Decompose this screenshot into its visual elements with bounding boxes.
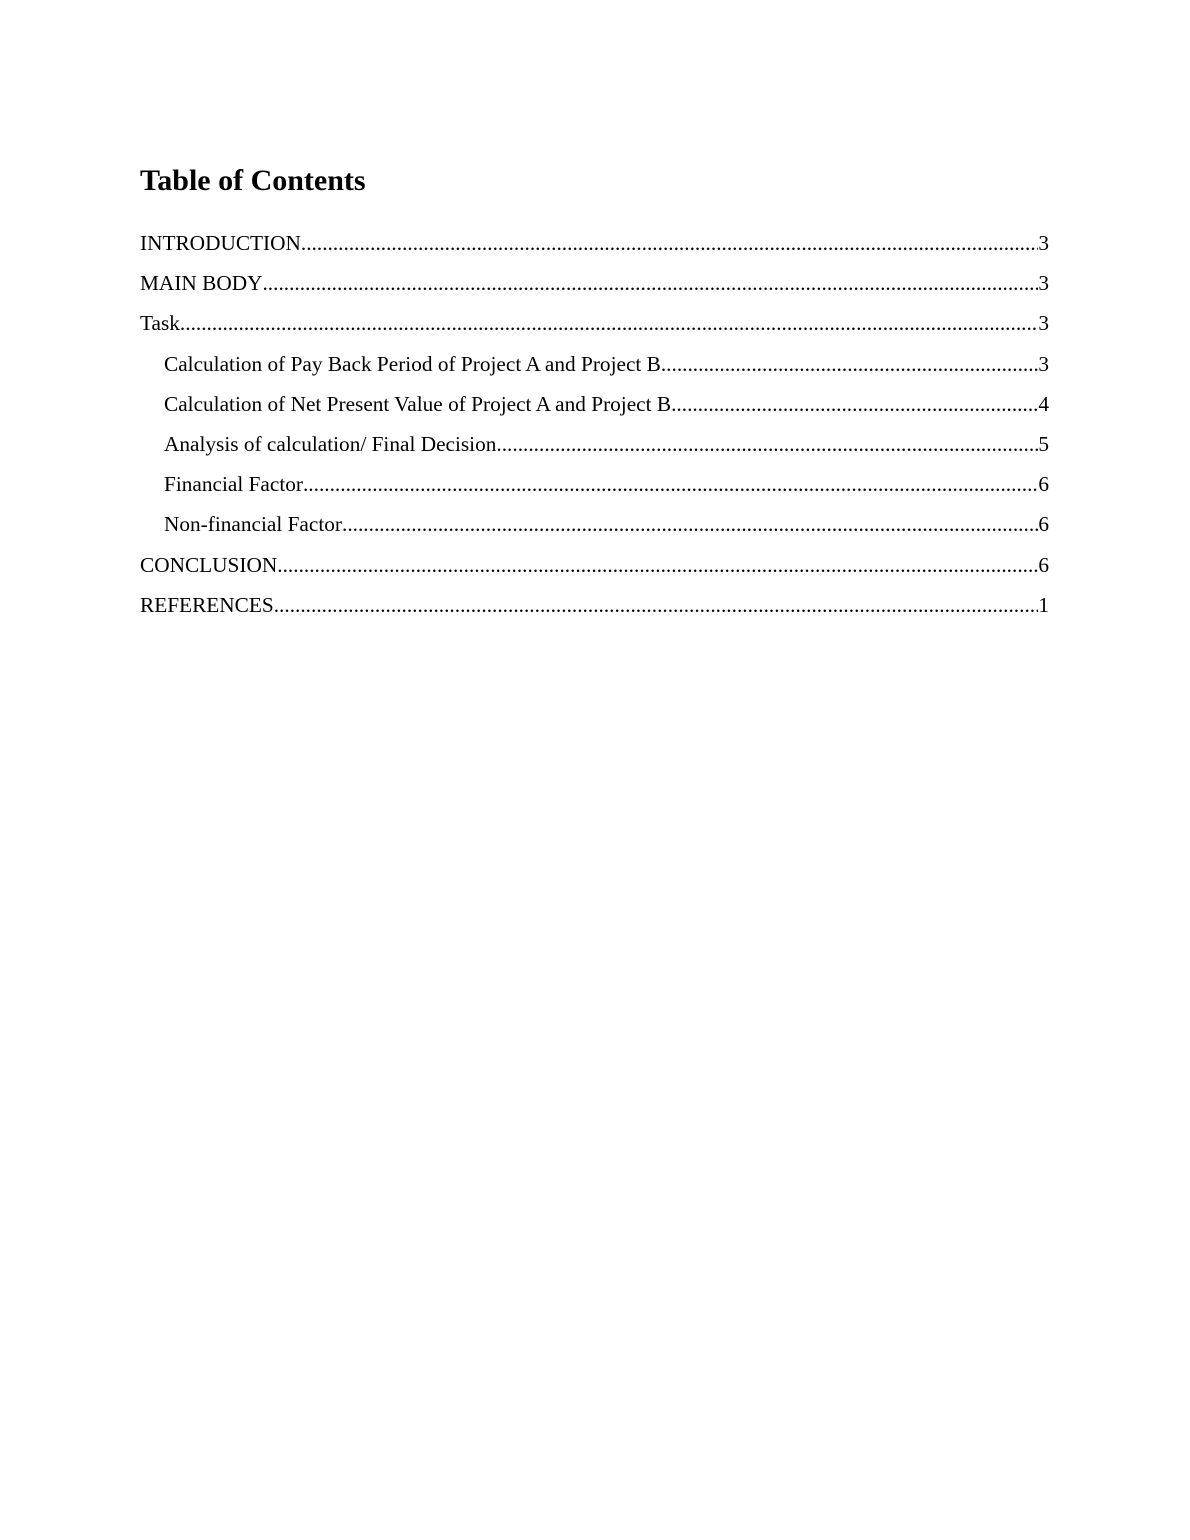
toc-entry-introduction[interactable] xyxy=(140,230,1049,270)
toc-entry-label: Financial Factor xyxy=(164,472,303,497)
toc-entry-financial-factor[interactable] xyxy=(140,471,1049,511)
toc-page-number: 6 xyxy=(1038,552,1049,577)
toc-dot-leader xyxy=(301,230,1038,256)
toc-page-number: 3 xyxy=(1038,311,1049,336)
toc-dot-leader xyxy=(274,592,1039,618)
toc-entry-references[interactable] xyxy=(140,592,1049,632)
toc-entry-conclusion[interactable] xyxy=(140,552,1049,592)
toc-page-number: 1 xyxy=(1038,592,1049,617)
toc-entry-non-financial-factor[interactable] xyxy=(140,511,1049,551)
toc-entry-label: Calculation of Net Present Value of Project A and Project B xyxy=(164,391,672,416)
toc-dot-leader xyxy=(661,351,1039,377)
toc-dot-leader xyxy=(342,511,1038,537)
toc-dot-leader xyxy=(671,391,1038,417)
toc-entry-label: Task xyxy=(140,311,180,336)
toc-entry-net-present-value[interactable] xyxy=(140,391,1049,431)
toc-list xyxy=(140,230,1049,632)
toc-dot-leader xyxy=(262,270,1038,296)
toc-entry-main-body[interactable] xyxy=(140,270,1049,310)
toc-title: Table of Contents xyxy=(140,164,366,197)
toc-entry-label: MAIN BODY xyxy=(140,271,263,296)
toc-entry-label: Analysis of calculation/ Final Decision xyxy=(164,431,497,456)
toc-dot-leader xyxy=(277,552,1038,578)
toc-dot-leader xyxy=(303,471,1038,497)
toc-entry-label: Non-financial Factor xyxy=(164,512,342,537)
toc-page-number: 3 xyxy=(1038,231,1049,255)
toc-dot-leader xyxy=(496,431,1038,457)
toc-entry-task[interactable] xyxy=(140,310,1049,350)
toc-entry-analysis[interactable] xyxy=(140,431,1049,471)
toc-dot-leader xyxy=(180,310,1038,336)
toc-entry-payback-period[interactable] xyxy=(140,351,1049,391)
toc-entry-label: INTRODUCTION xyxy=(140,231,301,255)
toc-entry-label: REFERENCES xyxy=(140,592,274,617)
toc-entry-label: CONCLUSION xyxy=(140,552,278,577)
toc-page-number: 3 xyxy=(1038,351,1049,376)
toc-page-number: 6 xyxy=(1038,512,1049,537)
toc-page-number: 4 xyxy=(1038,391,1049,416)
toc-page-number: 3 xyxy=(1038,271,1049,296)
toc-page-number: 6 xyxy=(1038,472,1049,497)
toc-entry-label: Calculation of Pay Back Period of Project A and Project B xyxy=(164,351,661,376)
toc-page-number: 5 xyxy=(1038,431,1049,456)
